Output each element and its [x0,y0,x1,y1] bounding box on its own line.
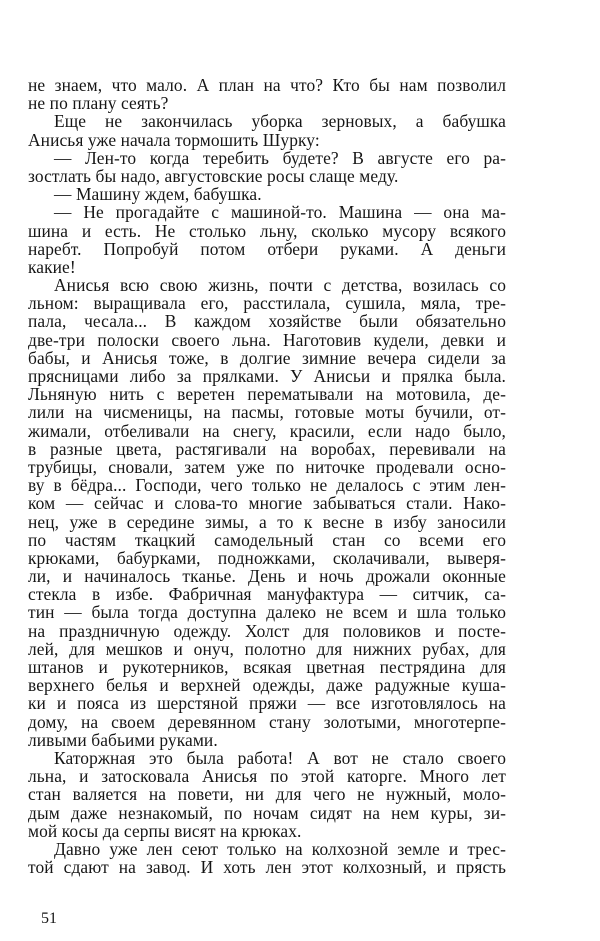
text-line: не знаем, что мало. А план на что? Кто бы нам позволил [28,75,506,95]
text-line: ком — сейчас и слова-то многие забываться стали. Нако- [28,493,506,514]
text-line: ливыми бабьими руками. [28,729,218,750]
text-line: Каторжная это была работа! А вот не стало своего [54,747,506,768]
text-line: верхнего белья и верхней одежды, даже радужные куша- [28,675,506,696]
text-line: ки и пояса из шерстяной пряжи — все изготовлялось на [28,693,506,714]
text-line: ли, и начиналось тканье. День и ночь дрожали оконные [28,566,506,587]
text-line: трубицы, сновали, затем уже по ниточке продевали осно- [28,456,506,477]
text-line: какие! [28,256,76,277]
text-line: Еще не закончилась уборка зерновых, а бабушка [54,111,506,132]
text-line: — Не прогадайте с машиной-то. Машина — она ма- [54,202,506,223]
text-line: — Машину ждем, бабушка. [54,184,262,205]
text-line: по частям ткацкий самодельный стан со всеми его [28,529,506,550]
text-line: дым даже незнакомый, по ночам сидят на нем куры, зи- [28,802,506,823]
text-line: в разные цвета, растягивали на воробах, перевивали на [28,438,506,459]
text-line: мой косы да серпы висят на крюках. [28,820,302,841]
text-line: — Лен-то когда теребить будете? В августе его ра- [54,147,506,168]
text-line: две-три полоски своего льна. Наготовив кудели, девки и [28,329,506,350]
text-line: лей, для мешков и онуч, полотно для нижних рубах, для [28,638,506,659]
text-line: прясницами либо за прялками. У Анисьи и прялка была. [28,366,506,386]
text-line: не по плану сеять? [28,93,169,114]
text-line: льном: выращивала его, расстилала, сушила, мяла, тре- [28,293,506,314]
text-line: наребт. Попробуй потом отбери руками. А деньги [28,238,506,259]
text-line: Анисья всю свою жизнь, почти с детства, возилась со [54,275,506,296]
text-line: льна, и затосковала Анисья по этой каторге. Много лет [28,766,506,787]
text-line: бабы, и Анисья тоже, в долгие зимние вечера сидели за [28,347,506,368]
text-line: стекла в избе. Фабричная мануфактура — ситчик, са- [28,584,506,605]
text-line: зостлать бы надо, августовские росы слаще меду. [28,165,399,186]
text-line: Давно уже лен сеют только на колхозной земле и трес- [54,838,506,859]
text-line: пала, чесала... В каждом хозяйстве были обязательно [28,311,506,332]
page-number: 51 [41,910,57,927]
text-line: крюками, бабурками, подножками, сколачивали, выверя- [28,547,506,568]
text-line: шина и есть. Не столько льну, сколько мусору всякого [28,220,506,241]
text-line: Анисья уже начала тормошить Шурку: [28,129,320,150]
text-line: тин — была тогда доступна далеко не всем и шла только [28,602,506,623]
text-line: жимали, отбеливали на снегу, красили, если надо было, [28,420,506,441]
text-line: на праздничную одежду. Холст для половиков и посте- [28,620,506,641]
text-line: дому, на своем деревянном стану золотыми, многотерпе- [28,711,506,732]
text-line: штанов и рукотерников, всякая цветная пестрядина для [28,657,506,677]
text-line: нец, уже в середине зимы, а то к весне в избу заносили [28,511,506,532]
text-line: той сдают на завод. И хоть лен этот колхозный, и прясть [28,857,506,878]
text-line: лили на чисменицы, на пасмы, готовые моты бучили, от- [28,402,506,423]
text-line: стан валяется на повети, ни для чего не нужный, моло- [28,784,506,805]
body-text [28,76,506,876]
text-line: Льняную нить с веретен перематывали на мотовила, де- [28,384,506,405]
text-line: ву в бёдра... Господи, чего только не делалось с этим лен- [28,475,506,496]
